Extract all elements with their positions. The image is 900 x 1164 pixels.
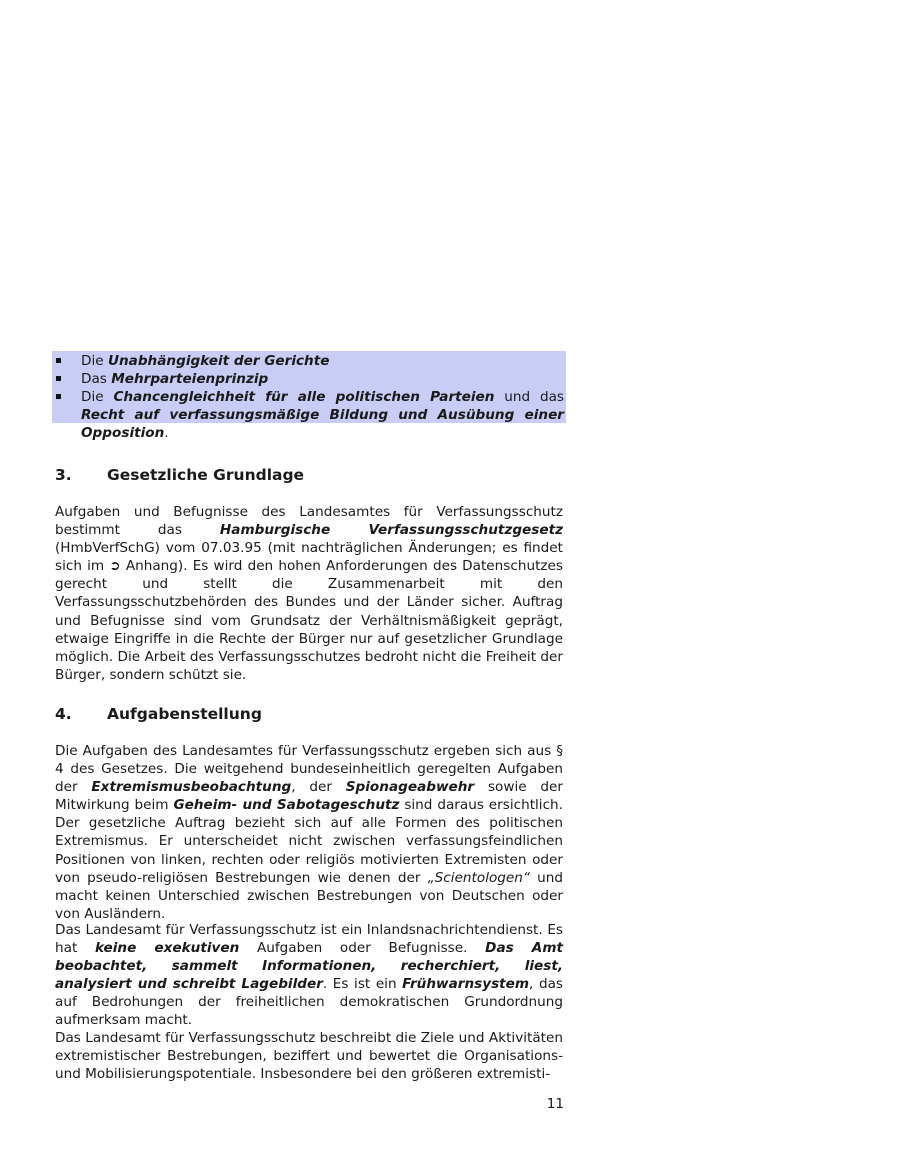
paragraph: Das Landesamt für Verfassungsschutz ist ein Inlandsnachrichtendienst. Es hat keine exekutiven Aufgaben oder Befugnisse. Das Amt beobachtet, sammelt Informationen, recherchiert, liest, analysiert und schreibt Lagebilder. Es ist ein Frühwarnsystem, das auf Bedrohungen der freiheitlichen demokratischen Grundordnung aufmerksam macht. [55,922,563,1029]
section-title: Aufgabenstellung [107,705,262,723]
section-4-heading [55,705,262,723]
paragraph: Das Landesamt für Verfassungsschutz beschreibt die Ziele und Aktivitäten extremistischer Bestrebungen, beziffert und bewertet die Organisations- und Mobilisierungspotentiale. Insbesondere bei den größeren extremisti- [55,1030,563,1083]
bullet-square-icon [56,394,61,399]
bullet-text: Die Unabhängigkeit der Gerichte [81,353,330,369]
bullet-text: Die Chancengleichheit für alle politischen Parteien und das Recht auf verfassungsmäßige Bildung und Ausübung einer Opposition. [81,389,564,441]
bullet-item [52,352,564,370]
section-3-heading [55,466,304,484]
section-number: 3. [55,466,72,484]
bullet-square-icon [56,358,61,363]
bullet-item [52,370,564,388]
paragraph: Aufgaben und Befugnisse des Landesamtes für Verfassungsschutz bestimmt das Hamburgische Verfassungsschutzgesetz (HmbVerfSchG) vom 07.03.95 (mit nachträglichen Änderungen; es findet sich im ➲ Anhang). Es wird den hohen Anforderungen des Datenschutzes gerecht und stellt die Zusammenarbeit mit den Verfassungsschutzbehörden des Bundes und der Länder sicher. Auftrag und Befugnisse sind vom Grundsatz der Verhältnismäßigkeit geprägt, etwaige Eingriffe in die Rechte der Bürger nur auf gesetzlicher Grundlage möglich. Die Arbeit des Verfassungsschutzes bedroht nicht die Freiheit der Bürger, sondern schützt sie. [55,504,563,683]
paragraph: Die Aufgaben des Landesamtes für Verfassungsschutz ergeben sich aus § 4 des Gesetzes. Die weitgehend bundeseinheitlich geregelten Aufgaben der Extremismusbeobachtung, der Spionageabwehr sowie der Mitwirkung beim Geheim- und Sabotageschutz sind daraus ersichtlich. Der gesetzliche Auftrag bezieht sich auf alle Formen des politischen Extremismus. Er unterscheidet nicht zwischen verfassungsfeindlichen Positionen von linken, rechten oder religiös motivierten Extremisten oder von pseudo-religiösen Bestrebungen wie denen der „Scientologen“ und macht keinen Unterschied zwischen Bestrebungen von Deutschen oder von Ausländern. [55,743,564,922]
bullet-text: Das Mehrparteienprinzip [81,371,269,387]
bullet-item [52,388,564,442]
page-number: 11 [546,1096,564,1112]
bullet-list [52,352,564,442]
section-number: 4. [55,705,72,723]
bullet-square-icon [56,376,61,381]
section-title: Gesetzliche Grundlage [107,466,305,484]
